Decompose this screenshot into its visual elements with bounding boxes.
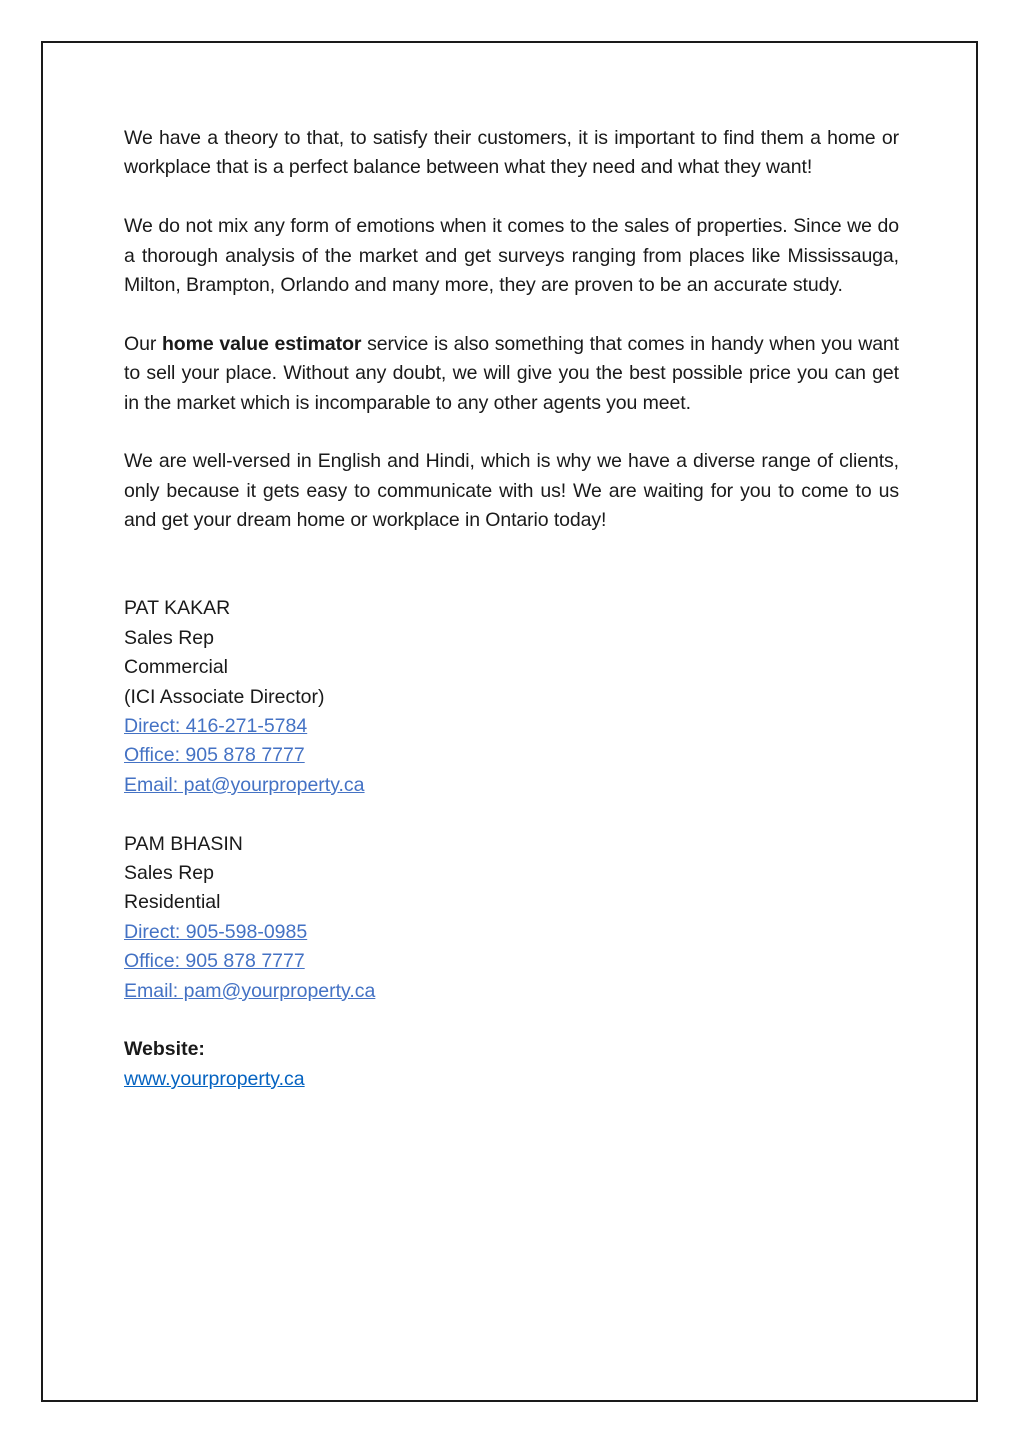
office-phone-link[interactable]: Office: 905 878 7777: [124, 950, 305, 973]
office-phone-link[interactable]: Office: 905 878 7777: [124, 744, 305, 767]
website-link[interactable]: www.yourproperty.ca: [124, 1067, 305, 1090]
contact-card-pam: [124, 830, 899, 1006]
spacer: [124, 565, 899, 594]
website-block: [124, 1035, 899, 1094]
estimator-prefix: Our: [124, 332, 162, 355]
contact-role: Sales Rep: [124, 626, 214, 649]
contact-name: PAT KAKAR: [124, 597, 231, 620]
document-body: [124, 124, 899, 1094]
contact-title: (ICI Associate Director): [124, 685, 325, 708]
contact-card-pat: [124, 594, 899, 800]
estimator-bold-term: home value estimator: [161, 332, 362, 355]
direct-phone-link[interactable]: Direct: 416-271-5784: [124, 715, 308, 738]
paragraph-intro: We have a theory to that, to satisfy their customers, it is important to find them a home or workplace that is a perfect balance between what they need and what they want!: [124, 127, 899, 179]
paragraph-analysis: We do not mix any form of emotions when it comes to the sales of properties. Since we do a thorough analysis of the market and get surveys ranging from places like Mississauga, Milton, Brampton, Orlando and many more, they are proven to be an accurate study.: [124, 215, 899, 297]
contact-division: Residential: [124, 891, 221, 914]
direct-phone-link[interactable]: Direct: 905-598-0985: [124, 920, 308, 943]
contact-division: Commercial: [124, 656, 229, 679]
paragraph-languages: We are well-versed in English and Hindi, which is why we have a diverse range of clients, only because it gets easy to communicate with us! We are waiting for you to come to us and get your dream home or workplace in Ontario today!: [124, 450, 899, 532]
paragraph-estimator: [124, 330, 899, 418]
email-link[interactable]: Email: pat@yourproperty.ca: [124, 773, 365, 796]
contact-role: Sales Rep: [124, 862, 214, 885]
email-link[interactable]: Email: pam@yourproperty.ca: [124, 979, 376, 1002]
contact-name: PAM BHASIN: [124, 832, 243, 855]
website-label: Website:: [124, 1038, 205, 1061]
estimator-suffix: service is also something that comes in handy when you want to sell your place. Without any doubt, we will give you the best possible price you can get in the market which is incomparable to any other agents you meet.: [124, 332, 899, 414]
